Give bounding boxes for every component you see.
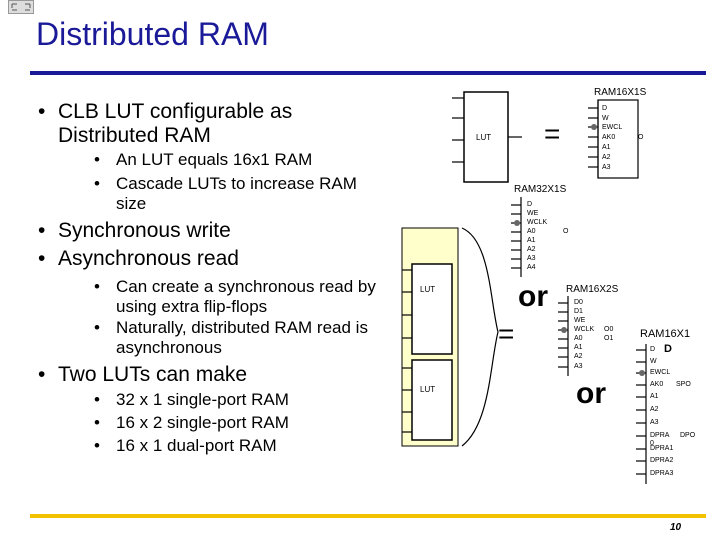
ram16x1d-pin: A3 — [650, 419, 659, 426]
ram32x1s-pin: WE — [527, 210, 539, 217]
ram16x1s-pin: A1 — [602, 144, 611, 151]
ram32x1s-pin: WCLK — [527, 219, 548, 226]
ram16x1s-pin: W — [602, 115, 609, 122]
ram16x1s-pin: AK0 — [602, 134, 616, 141]
ram16x1d-pin: A2 — [650, 406, 659, 413]
lut-label-lower: LUT — [420, 385, 436, 394]
ram16x1s-title: RAM16X1S — [594, 87, 647, 98]
ram16x1d-title-suffix: D — [664, 343, 672, 355]
bullet-natural-async: • Naturally, distributed RAM read is asynchronous — [116, 318, 376, 358]
page-title: Distributed RAM — [36, 16, 269, 52]
footer-divider — [30, 514, 706, 518]
ram16x1d-pin: DPRA1 — [650, 445, 674, 452]
ram16x2s-out1: O1 — [604, 335, 614, 342]
ram16x2s-out0: O0 — [604, 326, 614, 333]
ram16x1d-pin: AK0 — [650, 381, 664, 388]
ram32x1s-pin: D — [527, 201, 533, 208]
ram16x1d-pin: 0 — [650, 440, 654, 447]
ram16x2s-title: RAM16X2S — [566, 284, 619, 295]
ram16x1s-pin: EWCL — [602, 124, 623, 131]
ram32x1s-pin: A4 — [527, 264, 536, 271]
ram16x1d-pin: EWCL — [650, 369, 671, 376]
ram16x1d-dpo: DPO — [680, 432, 696, 439]
ram16x2s-pin: A0 — [574, 335, 583, 342]
bullet-16x1-dual: • 16 x 1 dual-port RAM — [116, 436, 376, 456]
or-label-2: or — [576, 377, 606, 410]
ram16x1d-pin: DPRA2 — [650, 457, 674, 464]
ram32x1s-pin: A2 — [527, 246, 536, 253]
ram32x1s-title: RAM32X1S — [514, 184, 567, 195]
ram16x1d-pin: DPRA3 — [650, 470, 674, 477]
equals-sign-top: = — [544, 118, 561, 149]
lut-label-top: LUT — [476, 133, 492, 142]
ram32x1s-pin: A0 — [527, 228, 536, 235]
bullet-16x2: • 16 x 2 single-port RAM — [116, 413, 376, 433]
ram16x2s-pin: A3 — [574, 363, 583, 370]
ram16x1d-title: RAM16X1 — [640, 328, 691, 340]
bullet-async-read: • Asynchronous read — [58, 247, 388, 271]
ram16x1s-pin: A2 — [602, 154, 611, 161]
ram16x2s-pin: WCLK — [574, 326, 595, 333]
page-number: 10 — [670, 522, 682, 533]
bullet-lut-equals: • An LUT equals 16x1 RAM — [116, 150, 376, 170]
ram16x1s-pin: A3 — [602, 164, 611, 171]
ram16x1s-pin: D — [602, 105, 608, 112]
ram16x1d-pin: D — [650, 346, 656, 353]
bullet-cascade-luts: • Cascade LUTs to increase RAM size — [116, 174, 376, 214]
ram32x1s-pin: A3 — [527, 255, 536, 262]
bullet-clb-lut: • CLB LUT configurable as Distributed RAM — [58, 100, 388, 148]
ram16x1d-pin: A1 — [650, 393, 659, 400]
or-label-1: or — [518, 280, 548, 313]
ram16x1s-out: O — [638, 134, 644, 141]
ram16x2s-pin: WE — [574, 317, 586, 324]
ram16x2s-pin: D0 — [574, 299, 583, 306]
ram16x1d-spo: SPO — [676, 381, 691, 388]
ram16x2s-pin: A1 — [574, 344, 583, 351]
equals-sign-bottom: = — [498, 318, 515, 349]
bullet-two-luts: • Two LUTs can make — [58, 363, 388, 387]
bullet-32x1: • 32 x 1 single-port RAM — [116, 390, 376, 410]
ram16x2s-pin: D1 — [574, 308, 583, 315]
ram32x1s-out: O — [563, 228, 569, 235]
bullet-sync-write: • Synchronous write — [58, 219, 388, 243]
ram16x1d-pin: DPRA — [650, 432, 670, 439]
ram16x1d-pin: W — [650, 358, 657, 365]
bullet-sync-read-ff: • Can create a synchronous read by using extra flip-flops — [116, 277, 376, 317]
lut-label-upper: LUT — [420, 285, 436, 294]
ram32x1s-pin: A1 — [527, 237, 536, 244]
ram16x2s-pin: A2 — [574, 353, 583, 360]
